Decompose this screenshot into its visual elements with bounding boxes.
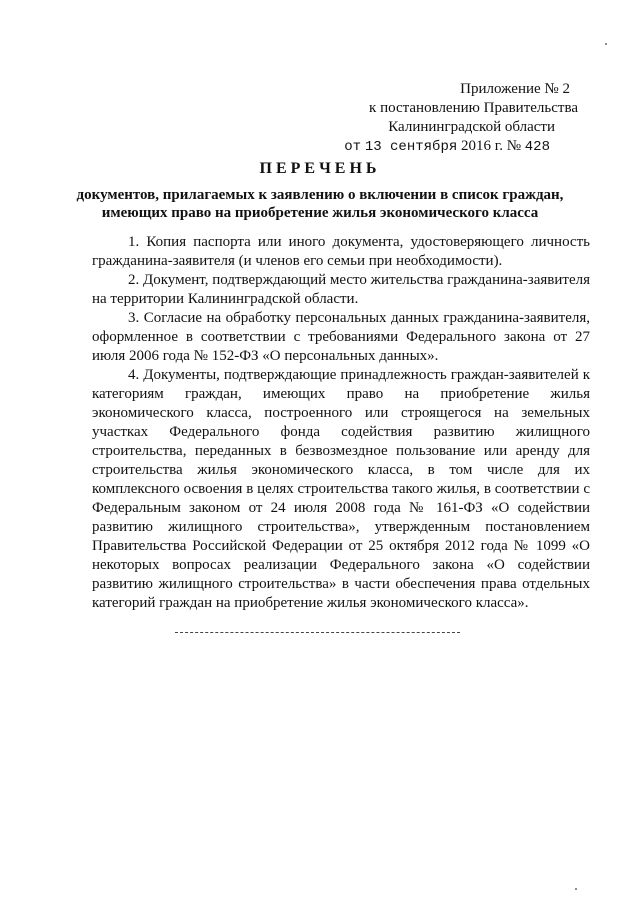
number-prefix: № [506,138,522,154]
date-prefix: от [344,139,362,155]
appendix-region: Калининградской области [388,119,555,135]
scan-speck [575,888,577,890]
document-list [92,233,590,613]
appendix-date-line [300,137,600,157]
number-value: 428 [524,139,550,155]
date-year: 2016 г. [461,138,503,154]
list-item-4: 4. Документы, подтверждающие принадлежность граждан-заявителей к категориям граждан, имеющих право на приобретение жилья экономического класса, построенного или строящегося на земельных участках Федерального фонда содействия развитию жилищного строительства, переданных в безвозмездное пользование или аренду для строительства жилья экономического класса, в том числе для их комплексного освоения в целях строительства такого жилья, в соответствии с Федеральным законом от 24 июля 2008 года № 161-ФЗ «О содействии развитию жилищного строительства», утвержденным постановлением Правительства Российской Федерации от 25 октября 2012 года № 1099 «О некоторых вопросах реализации Федерального закона «О содействии развитию жилищного строительства» в части обеспечения права отдельных категорий граждан на приобретение жилья экономического класса». [92,367,590,611]
list-item-1: 1. Копия паспорта или иного документа, удостоверяющего личность гражданина-заявителя (и членов его семьи при необходимости). [92,234,590,269]
title-subtitle-line2: имеющих право на приобретение жилья экономического класса [101,205,539,221]
scan-speck [605,43,607,45]
appendix-header [300,80,600,157]
document-title [60,160,580,222]
list-item-3: 3. Согласие на обработку персональных данных гражданина-заявителя, оформленное в соответствии с требованиями Федерального закона от 27 июля 2006 года № 152-ФЗ «О персональных данных». [92,310,590,364]
date-value: 13 сентября [364,139,458,155]
list-item-2: 2. Документ, подтверждающий место жительства гражданина-заявителя на территории Калининградской области. [92,272,590,307]
appendix-number: Приложение № 2 [460,81,570,97]
title-subtitle-line1: документов, прилагаемых к заявлению о включении в список граждан, [76,187,564,203]
end-divider [175,632,460,633]
appendix-reference: к постановлению Правительства [369,100,578,116]
title-main: ПЕРЕЧЕНЬ [259,160,381,177]
